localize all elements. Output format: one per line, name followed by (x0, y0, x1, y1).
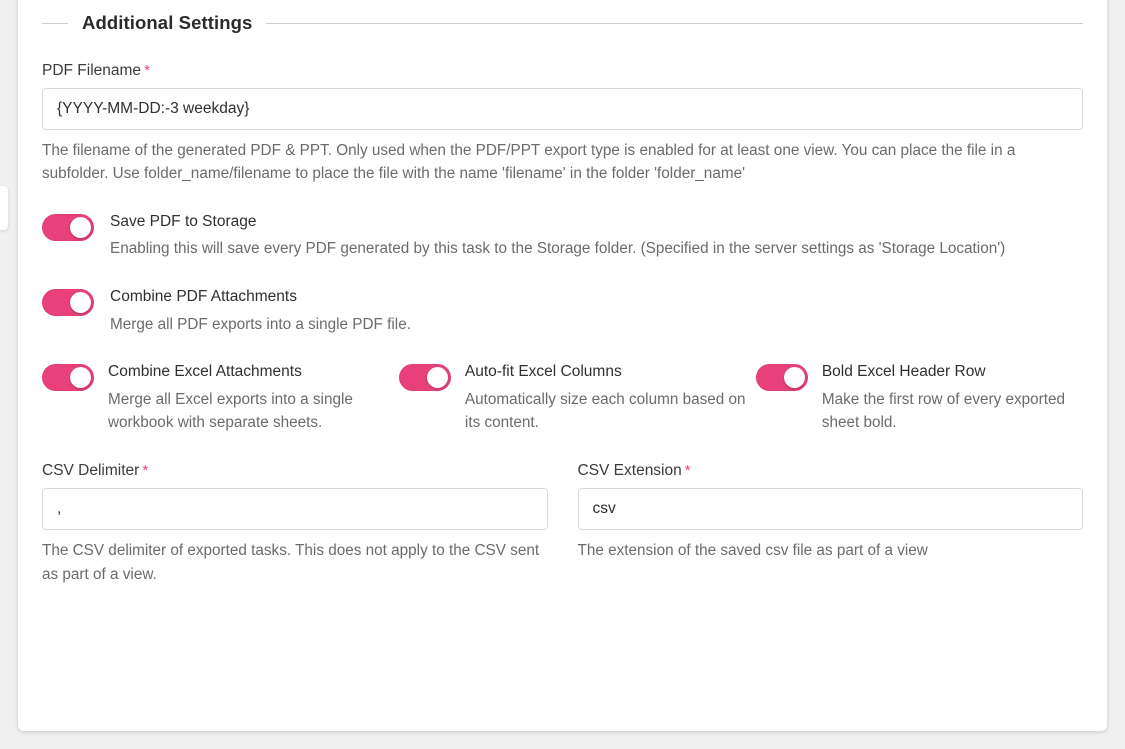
pdf-filename-label (42, 62, 1083, 80)
csv-delimiter-field (42, 438, 548, 586)
csv-extension-required-mark: * (684, 462, 691, 480)
excel-options-grid (42, 362, 1083, 434)
combine-pdf-attachments-desc: Merge all PDF exports into a single PDF file. (110, 315, 411, 333)
section-title: Additional Settings (82, 12, 253, 33)
combine-pdf-attachments-body (110, 287, 411, 336)
combine-excel-attachments-title: Combine Excel Attachments (108, 362, 302, 380)
pdf-filename-help: The filename of the generated PDF & PPT. Only used when the PDF/PPT export type is enabled for at least one view. You can place the file in a subfolder. Use folder_name/filename to place the file with the name 'filename' in the folder 'folder_name' (42, 142, 1016, 183)
csv-delimiter-input[interactable] (42, 488, 548, 530)
toggle-knob (70, 367, 91, 388)
csv-delimiter-label-text: CSV Delimiter (42, 462, 140, 480)
csv-delimiter-label (42, 462, 548, 480)
auto-fit-excel-columns-title: Auto-fit Excel Columns (464, 362, 622, 380)
auto-fit-excel-columns-row (399, 362, 756, 434)
auto-fit-excel-columns-toggle[interactable] (399, 364, 451, 391)
csv-extension-help: The extension of the saved csv file as part of a view (577, 542, 928, 560)
pdf-filename-label-text: PDF Filename (42, 62, 142, 79)
toggle-knob (427, 367, 448, 388)
save-pdf-to-storage-row (42, 212, 1083, 261)
section-header (42, 0, 1083, 38)
section-rule-left (42, 23, 68, 24)
csv-delimiter-help: The CSV delimiter of exported tasks. This does not apply to the CSV sent as part of a view. (42, 542, 540, 583)
toggle-knob (70, 217, 91, 238)
csv-extension-label-text: CSV Extension (577, 462, 682, 480)
bold-excel-header-row-row (756, 362, 1083, 434)
auto-fit-excel-columns-desc: Automatically size each column based on its content. (464, 390, 746, 432)
combine-excel-attachments-desc: Merge all Excel exports into a single workbook with separate sheets. (108, 390, 353, 432)
bold-excel-header-row-desc: Make the first row of every exported sheet bold. (821, 390, 1065, 432)
combine-excel-attachments-body (108, 362, 399, 434)
pdf-filename-required-mark: * (144, 62, 150, 79)
csv-extension-label (578, 462, 1084, 480)
bold-excel-header-row-toggle[interactable] (756, 364, 808, 391)
sidebar-edge-handle[interactable] (0, 186, 8, 230)
combine-pdf-attachments-toggle[interactable] (42, 289, 94, 316)
bold-excel-header-row-title: Bold Excel Header Row (821, 362, 986, 380)
combine-excel-attachments-toggle[interactable] (42, 364, 94, 391)
combine-excel-attachments-row (42, 362, 399, 434)
toggle-knob (70, 292, 91, 313)
save-pdf-to-storage-desc: Enabling this will save every PDF generated by this task to the Storage folder. (Specified in the server settings as 'Storage Location') (110, 240, 1006, 258)
combine-pdf-attachments-title: Combine PDF Attachments (110, 287, 297, 305)
csv-extension-input[interactable] (578, 488, 1084, 530)
save-pdf-to-storage-toggle[interactable] (42, 214, 94, 241)
auto-fit-excel-columns-body (465, 362, 756, 434)
csv-delimiter-required-mark: * (142, 462, 149, 480)
section-rule-right (266, 23, 1083, 24)
csv-fields-row (42, 438, 1083, 586)
save-pdf-to-storage-title: Save PDF to Storage (110, 212, 257, 230)
csv-extension-field (578, 438, 1084, 586)
additional-settings-card (18, 0, 1107, 731)
combine-pdf-attachments-row (42, 287, 1083, 336)
save-pdf-to-storage-body (110, 212, 1005, 261)
toggle-knob (784, 367, 805, 388)
pdf-filename-input[interactable] (42, 88, 1083, 130)
bold-excel-header-row-body (822, 362, 1083, 434)
